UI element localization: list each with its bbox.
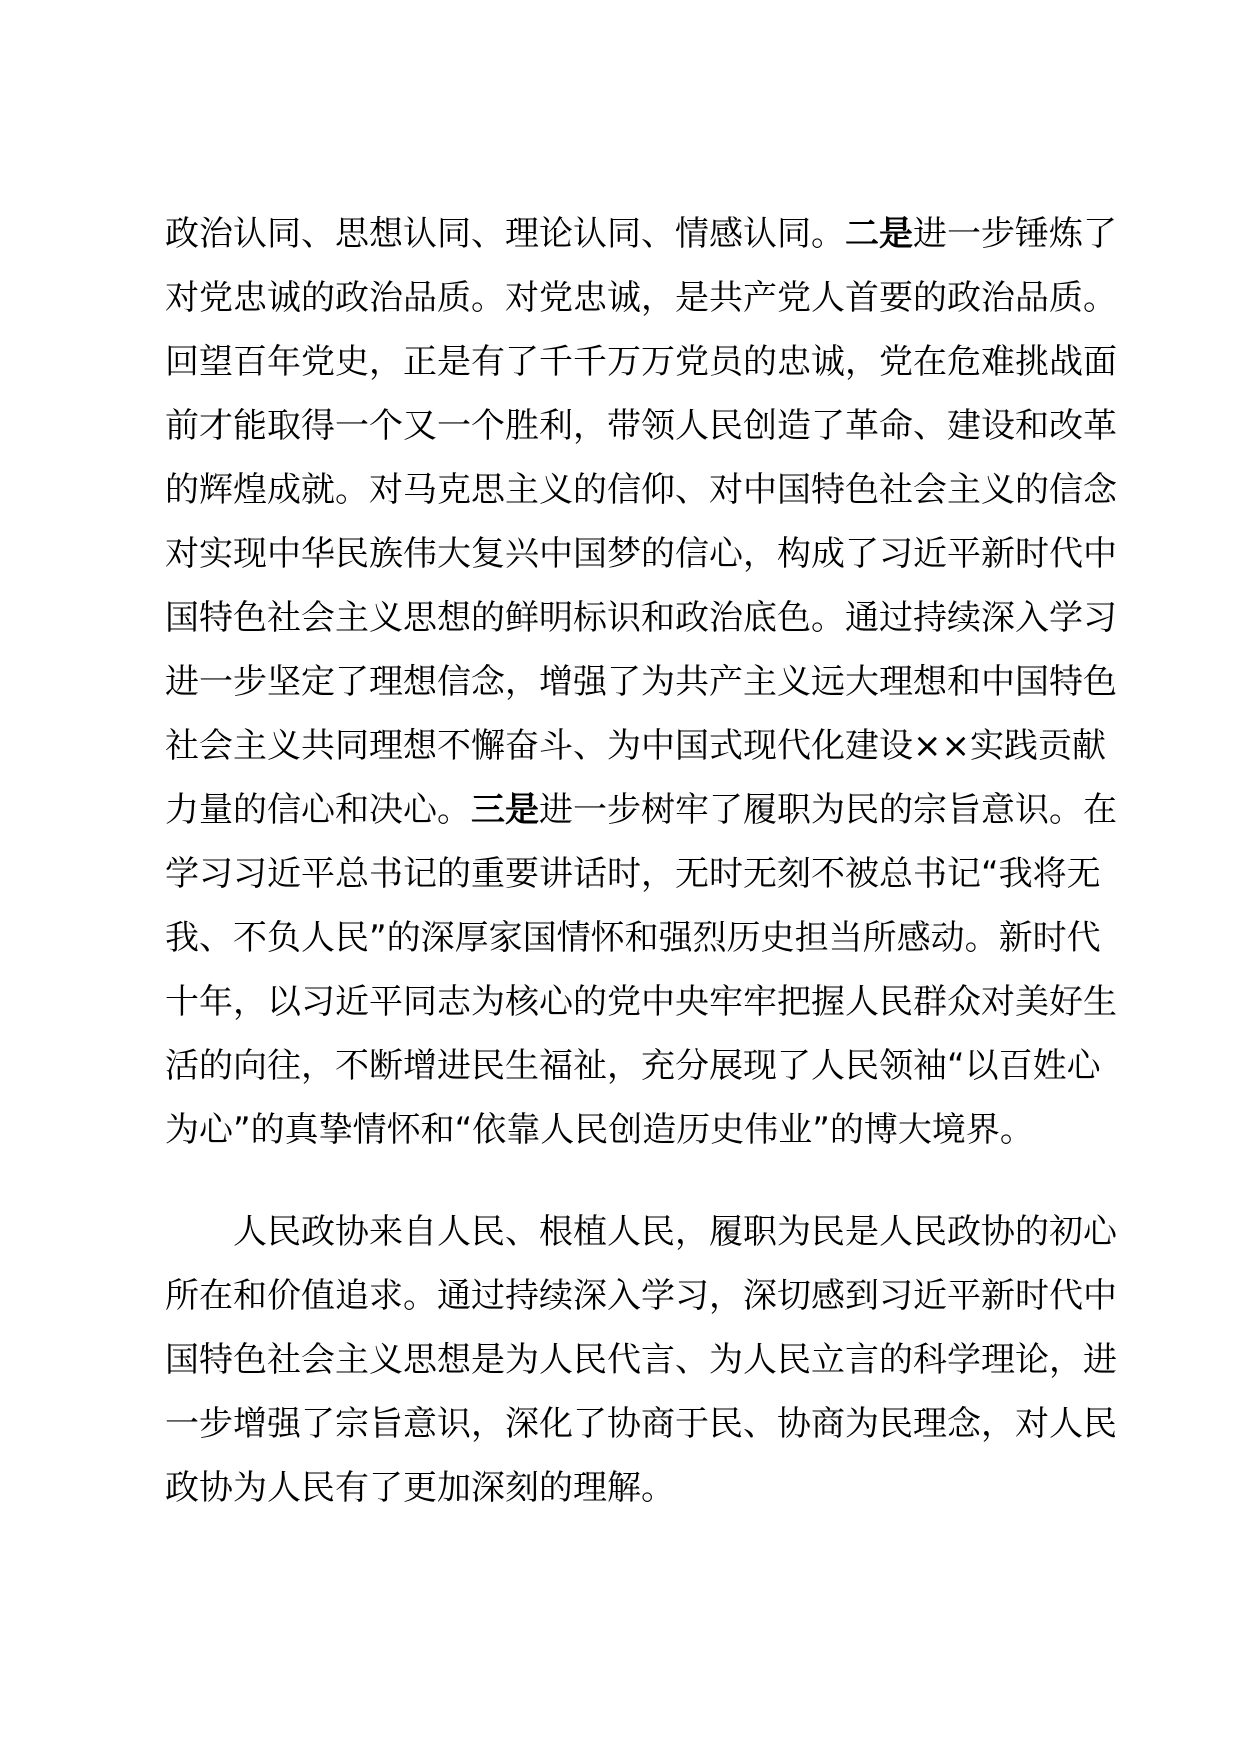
text-segment: 国特色社会主义思想的鲜明标识和政治底色。通过持续深入学习 <box>165 598 1117 638</box>
text-line <box>165 842 1100 906</box>
text-segment: 对实现中华民族伟大复兴中国梦的信心，构成了习近平新时代中 <box>165 534 1117 574</box>
text-segment: 进一步锤炼了 <box>913 214 1117 254</box>
text-line <box>165 522 1117 586</box>
text-line <box>165 394 1117 458</box>
text-segment: 政治认同、思想认同、理论认同、情感认同。 <box>165 214 845 254</box>
text-segment: 进一步树牢了履职为民的宗旨意识。在 <box>539 790 1117 830</box>
paragraph-continued <box>165 202 1117 1162</box>
text-segment: 社会主义共同理想不懈奋斗、为中国式现代化建设××实践贡献 <box>165 726 1106 766</box>
text-line <box>165 778 1117 842</box>
text-line <box>165 1034 1100 1098</box>
text-line <box>165 1456 1100 1520</box>
text-segment: 十年，以习近平同志为核心的党中央牢牢把握人民群众对美好生 <box>165 982 1117 1022</box>
text-line <box>165 202 1117 266</box>
text-segment: 进一步坚定了理想信念，增强了为共产主义远大理想和中国特色 <box>165 662 1117 702</box>
text-segment: 人民政协来自人民、根植人民，履职为民是人民政协的初心 <box>233 1212 1117 1252</box>
text-segment: 为心”的真挚情怀和“依靠人民创造历史伟业”的博大境界。 <box>165 1110 1034 1150</box>
text-segment: 力量的信心和决心。 <box>165 790 471 830</box>
text-segment: 活的向往，不断增进民生福祉，充分展现了人民领袖“以百姓心 <box>165 1046 1101 1086</box>
text-line <box>165 1264 1117 1328</box>
text-segment: 的辉煌成就。对马克思主义的信仰、对中国特色社会主义的信念 <box>165 470 1117 510</box>
text-segment: 政协为人民有了更加深刻的理解。 <box>165 1468 675 1508</box>
bold-marker-san-shi: 三是 <box>471 790 539 830</box>
text-line <box>165 650 1117 714</box>
text-line <box>165 714 1106 778</box>
text-segment: 对党忠诚的政治品质。对党忠诚，是共产党人首要的政治品质。 <box>165 278 1117 318</box>
text-segment: 一步增强了宗旨意识，深化了协商于民、协商为民理念，对人民 <box>165 1404 1117 1444</box>
text-segment: 我、不负人民”的深厚家国情怀和强烈历史担当所感动。新时代 <box>165 918 1101 958</box>
text-line <box>165 1392 1117 1456</box>
text-line <box>165 330 1117 394</box>
text-segment: 前才能取得一个又一个胜利，带领人民创造了革命、建设和改革 <box>165 406 1117 446</box>
text-line <box>165 586 1117 650</box>
bold-marker-er-shi: 二是 <box>845 214 913 254</box>
text-line <box>165 1328 1117 1392</box>
text-segment: 学习习近平总书记的重要讲话时，无时无刻不被总书记“我将无 <box>165 854 1101 894</box>
text-line <box>165 906 1100 970</box>
paragraph-new <box>165 1200 1117 1520</box>
text-line <box>165 1098 1100 1162</box>
text-line <box>165 970 1117 1034</box>
text-segment: 所在和价值追求。通过持续深入学习，深切感到习近平新时代中 <box>165 1276 1117 1316</box>
text-line <box>165 458 1117 522</box>
text-segment: 回望百年党史，正是有了千千万万党员的忠诚，党在危难挑战面 <box>165 342 1117 382</box>
text-segment: 国特色社会主义思想是为人民代言、为人民立言的科学理论，进 <box>165 1340 1117 1380</box>
text-line-indented <box>165 1200 1117 1264</box>
text-line <box>165 266 1117 330</box>
